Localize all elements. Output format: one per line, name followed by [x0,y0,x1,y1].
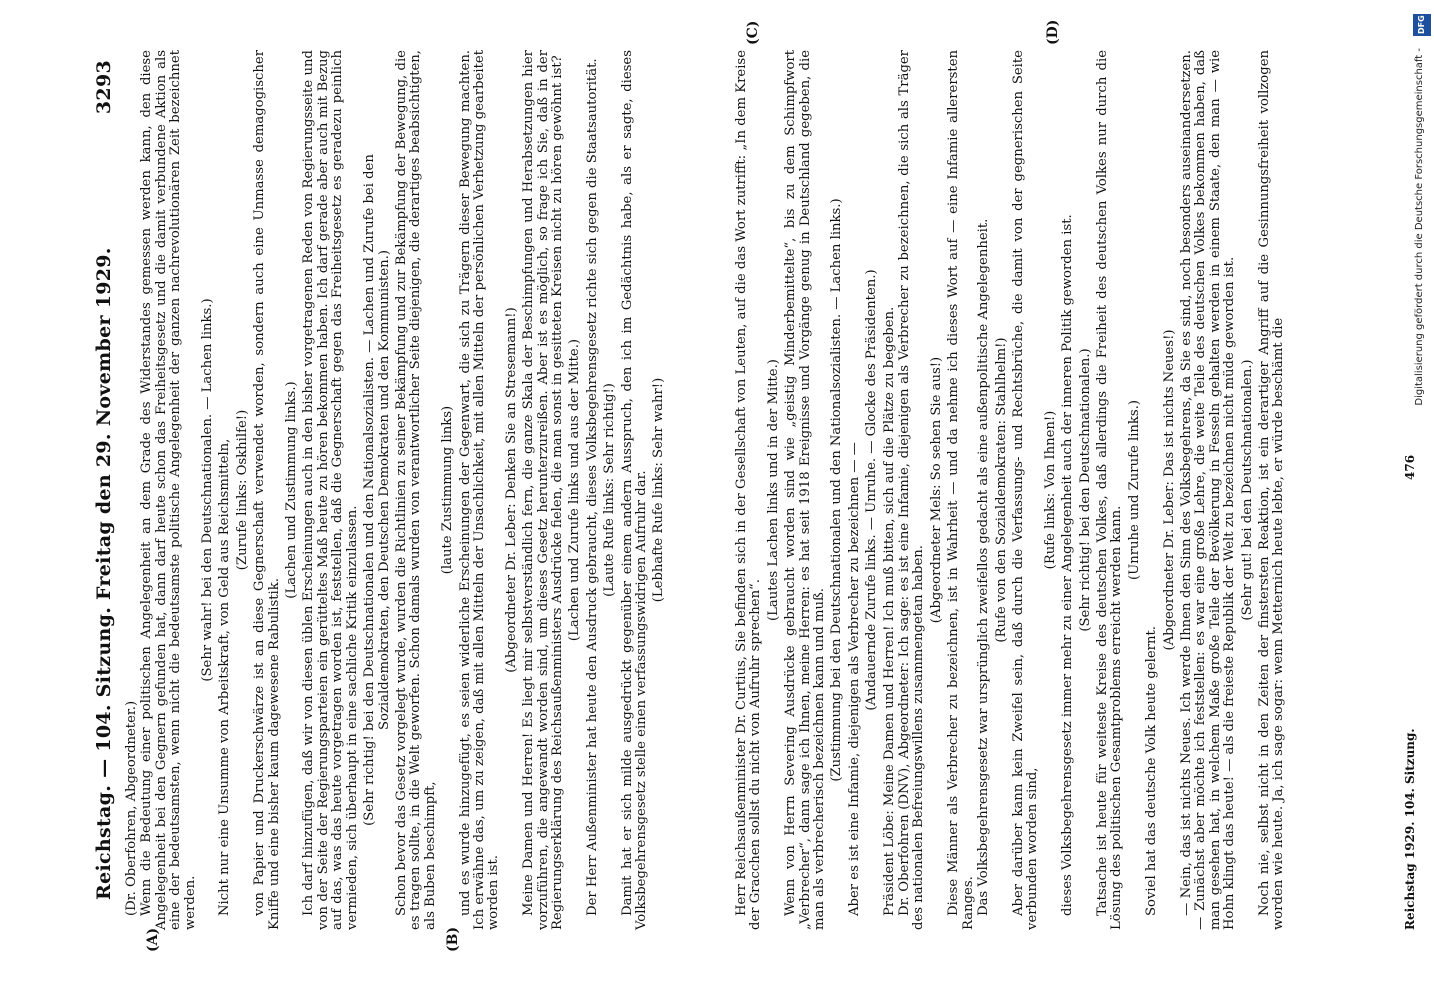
interjection: (Rufe links: Von Ihnen!) [1042,410,1058,570]
interjection: (Lebhafte Rufe links: Sehr wahr!) [651,377,667,603]
paragraph: Schon bevor das Gesetz vorgelegt wurde, wurden die Richtlinien zu seiner Bekämpfung und zur Bekämpfung der Bewegung, die es tragen sollte, in die Welt geworfen. Schon damals wurden von verantwortlicher Seite diejenigen, die derartiges beabsichtigten, als Buben beschimpft, [393,50,438,930]
margin-marker-c: (C) [745,20,761,45]
interjection: (Abgeordneter Dr. Leber: Denken Sie an Stresemann!) [503,307,519,673]
interjection: (Zustimmung bei den Deutschnationalen und den Nationalsozialisten. — Lachen links.) [829,198,845,782]
footer-sheet-number: 476 [1403,454,1417,480]
paragraph: Soviel hat das deutsche Volk heute gelernt. [1144,626,1160,916]
margin-marker-b: (B) [445,926,461,952]
paragraph: — Nein, das ist nichts Neues. Ich werde Ihnen den Sinn des Volksbegehrens, da Sie es sind, noch besonders auseinandersetzen. — Zunächst aber möchte ich feststellen: es war eine große Lehre, die weite Teile des deutschen Volkes bekommen haben, daß man gesehen hat, in welchem Maße große Teile der Bevölkerung in Fesseln gehalten werden in einem Staate, den man — wie Hohn klingt das heute! — als die freieste Republik der Welt zu bezeichnen nicht müde geworden ist. [1178,50,1238,930]
paragraph: Nicht nur eine Unsumme von Arbeitskraft, von Geld aus Reichsmitteln, [217,438,233,916]
interjection: (Sehr richtig! bei den Deutschnationalen.) [1077,348,1093,632]
interjection: (laute Zustimmung links) [440,405,456,575]
paragraph: Damit hat er sich milde ausgedrückt gegenüber einem andern Ausspruch, den ich im Gedächtnis habe, als er sagte, dieses Volksbegehrensgesetz stelle einen verfassungswidrigen Aufruhr dar. [619,50,649,930]
paragraph: Aber es ist eine Infamie, diejenigen als Verbrecher zu bezeichnen — — [846,442,862,916]
interjection: (Lautes Lachen links und in der Mitte.) [765,359,781,621]
digitization-credit-text: Digitalisierung gefördert durch die Deutsche Forschungsgemeinschaft - [1414,48,1425,406]
paragraph: Tatsache ist heute für weiteste Kreise des deutschen Volkes, daß allerdings die Freiheit des deutschen Volkes nur durch die Lösung des politischen Gesamtproblems erreicht werden kann. [1094,50,1125,930]
paragraph: Wenn von Herrn Severing Ausdrücke gebraucht worden sind wie „geistig Minderbemittelte“, bis zu dem Schimpfwort „Verbrecher“, dann sage ich Ihnen, meine Herren: es hat seit 1918 Ereignisse und Vorgänge genug in Deutschland gegeben, die man als verbrecherisch bezeichnen kann und muß. [783,50,828,930]
right-column [735,50,1385,930]
paragraph: Dr. Oberfohren (DNV), Abgeordneter: Ich sage: es ist eine Infamie, diejenigen als Verbrecher zu bezeichnen, die sich als Träger des nationalen Befreiungswillens zusammengetan haben. [897,50,927,930]
interjection: (Sehr gut! bei den Deutschnationalen.) [1239,359,1255,621]
running-head-title: Reichstag. — 104. Sitzung. Freitag den 29. November 1929. [93,247,115,900]
running-head [85,50,121,930]
interjection: (Laute Rufe links: Sehr richtig!) [602,383,618,597]
footer-sitting: Reichstag 1929. 104. Sitzung. [1403,728,1417,930]
paragraph: Diese Männer als Verbrecher zu bezeichnen, ist in Wahrheit — und da nehme ich dieses Wort auf — eine Infamie allerersten Ranges. [946,50,976,930]
margin-marker-d: (D) [1045,19,1061,45]
interjection: (Andauernde Zurufe links. — Unruhe. — Glocke des Präsidenten.) [864,269,880,711]
paragraph: (Dr. Oberfohren, Abgeordneter.) [124,700,139,916]
interjection: (Zurufe links: Oskhilfe!) [234,409,250,571]
paragraph: Herr Reichsaußenminister Dr. Curtius, Sie befinden sich in der Gesellschaft von Leuten, auf die das Wort zutrifft: „In dem Kreise der Gracchen sollst du nicht von Aufruhr sprechen“. [734,50,764,930]
interjection: (Sehr wahr! bei den Deutschnationalen. — Lachen links.) [200,298,216,682]
dfg-logo: DFG [1413,14,1431,36]
paragraph: Meine Damen und Herren! Es liegt mir selbstverständlich fern, die ganze Skala der Beschimpfungen und Herabsetzungen hier vorzuführen, die angewandt worden sind, um dieses Gesetz herunterzureißen. Aber ist es möglich, so frage ich Sie, daß in der Regierungserklärung des Reichsaußenministers Ausdrücke fielen, die man sonst in gesitteten Kreisen nicht zu hören gewöhnt ist? [521,50,565,930]
interjection: (Lachen und Zurufe links und aus der Mitte.) [567,338,583,642]
paragraph: dieses Volksbegehrensgesetz immer mehr zu einer Angelegenheit auch der inneren Politik geworden ist. [1060,214,1076,916]
interjection: (Unruhe und Zurufe links.) [1126,400,1142,581]
paragraph: Noch nie, selbst nicht in den Zeiten der finstersten Reaktion, ist ein derartiger Angriff auf die Gesinnungsfreiheit vollzogen worden wie heute. Ja, ich sage sogar: wenn Metternich heute lebte, er würde beschämt die [1257,50,1287,930]
paragraph: Der Herr Außenminister hat heute den Ausdruck gebraucht, dieses Volksbegehrensgesetz richte sich gegen die Staatsautorität. [584,58,600,916]
paragraph: Das Volksbegehrensgesetz war ursprünglich zweifellos gedacht als eine außenpolitische Angelegenheit. [976,218,992,916]
digitization-credit [1412,8,1434,992]
page-number: 3293 [93,60,115,115]
interjection: (Abgeordneter Dr. Leber: Das ist nichts Neues!) [1161,329,1177,651]
margin-marker-a: (A) [145,927,161,952]
interjection: (Rufe von den Sozialdemokraten: Stahlhelm!) [993,337,1009,643]
paragraph: Wenn die Bedeutung einer politischen Angelegenheit an dem Grade des Widerstandes gemessen werden kann, den diese Angelegenheit bei den Gegnern gefunden hat, dann darf heute schon das Freiheitsgesetz und die damit verbundene Aktion als eine der bedeutsamsten, wenn nicht die bedeutsamste politische Angelegenheit der ganzen nachrevolutionären Zeit bezeichnet werden. [139,50,198,930]
interjection: (Lachen und Zustimmung links.) [284,381,300,599]
paragraph: von Papier und Druckerschwärze ist an diese Gegnerschaft verwendet worden, sondern auch eine Unmasse demagogischer Kniffe und eine bisher kaum dagewesene Rabulistik. [252,50,282,930]
paragraph: Präsident Löbe: Meine Damen und Herren! Ich muß bitten, sich auf die Plätze zu begeben. [881,306,897,916]
left-column [125,50,725,930]
paragraph: und es wurde hinzugefügt, es seien widerliche Erscheinungen der Gegenwart, die sich zu Trägern dieser Bewegung machten. Ich erwähne das, um zu zeigen, daß mit allen Mitteln der Unsachlichkeit, mit allen Mitteln der persönlichen Verhetzung gearbeitet worden ist. [457,50,502,930]
paragraph: Ich darf hinzufügen, daß wir von diesen üblen Erscheinungen auch in den bisher vorgetragenen Reden von Regierungsseite und von der Seite der Regierungsparteien ein gerütteltes Maß heute zu hören bekommen haben. Ich darf gerade aber auch mit Bezug auf das, was das heute vorgetragen worden ist, feststellen, daß die Gegnerschaft gegen das Freiheitsgesetz es geradezu peinlich vermieden, sich überhaupt in eine sachliche Kritik einzulassen. [301,50,360,930]
paragraph: Aber darüber kann kein Zweifel sein, daß durch die Verfassungs- und Rechtsbrüche, die damit von der gegnerischen Seite verbunden worden sind, [1010,50,1041,930]
interjection: (Abgeordneter Mels: So sehen Sie aus!) [928,356,944,624]
interjection: (Sehr richtig! bei den Deutschnationalen und den Nationalsozialisten. — Lachen und Zurufe bei den Sozialdemokraten, den Deutschen Demokraten und den Kommunisten.) [362,154,392,826]
